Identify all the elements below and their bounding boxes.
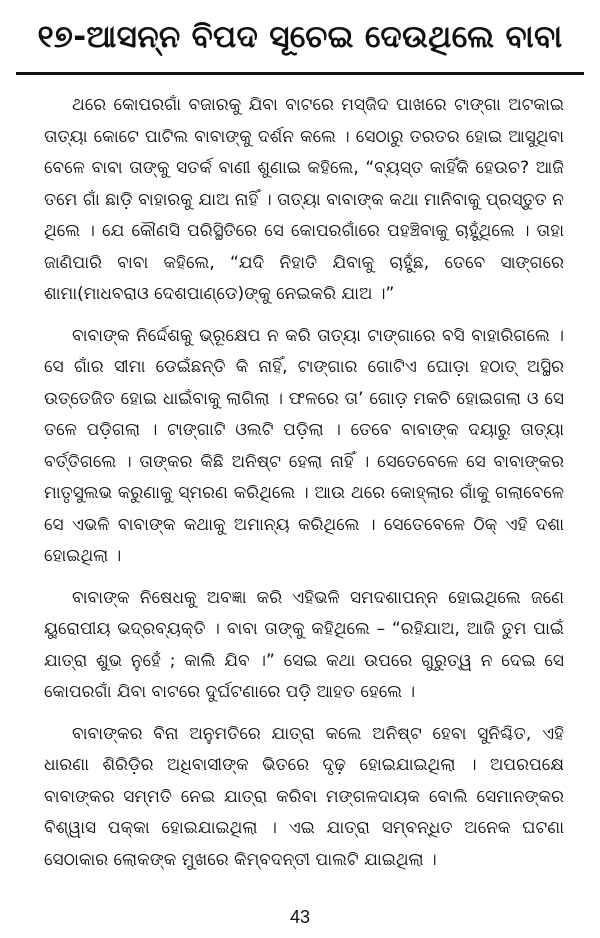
paragraph-3: ବାବାଙ୍କ ନିଷେଧକୁ ଅବଜ୍ଞା କରି ଏହିଭଳି ସମଦଶାପନ୍ନ ହୋଇଥିଲେ ଜଣେ ୟୁରୋପୀୟ ଭଦ୍ରବ୍ୟକ୍ତି । ବାବା ତାଙ୍କୁ କହିଥିଲେ – “ରହିଯାଅ, ଆଜି ତୁମ ପାଇଁ ଯାତ୍ରା ଶୁଭ ନୁହେଁ ; କାଲି ଯିବ ।” ସେଇ କଥା ଉପରେ ଗୁରୁତ୍ୱ ନ ଦେଇ ସେ କୋପରଗାଁ ଯିବା ବାଟରେ ଦୁର୍ଘଟଣାରେ ପଡ଼ି ଆହତ ହେଲେ । (44, 587, 564, 702)
paragraph-4: ବାବାଙ୍କର ବିନା ଅନୁମତିରେ ଯାତ୍ରା କଲେ ଅନିଷ୍ଟ ହେବା ସୁନିଶ୍ଚିତ, ଏହି ଧାରଣା ଶିରିଡ଼ିର ଅଧିବାସୀଙ୍କ ଭିତରେ ଦୃଢ଼ ହୋଇଯାଇଥିଲା । ଅପରପକ୍ଷେ ବାବାଙ୍କର ସମ୍ମତି ନେଇ ଯାତ୍ରା କରିବା ମଙ୍ଗଳଦାୟକ ବୋଲି ସେମାନଙ୍କର ବିଶ୍ୱାସ ପକ୍‌କା ହୋଇଯାଇଥିଲା । ଏଇ ଯାତ୍ରା ସମ୍ବନ୍ଧିତ ଅନେକ ଘଟଣା ସେଠାକାର ଲୋକଙ୍କ ମୁଖରେ କିମ୍ବଦନ୍ତୀ ପାଲଟି ଯାଇଥିଲା । (44, 723, 564, 870)
paragraph-2: ବାବାଙ୍କ ନିର୍ଦ୍ଦେଶକୁ ଭ୍ରୂକ୍ଷେପ ନ କରି ତାତ୍ୟା ଟାଙ୍ଗାରେ ବସି ବାହାରିଗଲେ । ସେ ଗାଁର ସୀମା ଡେଇଁଛନ୍ତି କି ନାହିଁ, ଟାଙ୍ଗାର ଗୋଟିଏ ଘୋଡ଼ା ହଠାତ୍ ଅସ୍ଥିର ଉତ୍ତେଜିତ ହୋଇ ଧାଇଁବାକୁ ଲାଗିଲା । ଫଳରେ ତା’ ଗୋଡ଼ ମକଚି ହୋଇଗଲା ଓ ସେ ତଳେ ପଡ଼ିଗଲା । ଟାଙ୍ଗାଟି ଓଲଟି ପଡ଼ିଲା । ତେବେ ବାବାଙ୍କ ଦୟାରୁ ତାତ୍ୟା ବର୍ତ୍ତିଗଲେ । ତାଙ୍କର କିଛି ଅନିଷ୍ଟ ହେଲା ନାହିଁ । ସେତେବେଳେ ସେ ବାବାଙ୍କର ମାତୃସୁଲଭ କରୁଣାକୁ ସ୍ମରଣ କରିଥିଲେ । ଆଉ ଥରେ କୋହ୍ଲାର ଗାଁକୁ ଗଲାବେଳେ ସେ ଏଭଳି ବାବାଙ୍କ କଥାକୁ ଅମାନ୍ୟ କରିଥିଲେ । ସେତେବେଳେ ଠିକ୍ ଏହି ଦଶା ହୋଇଥିଲା । (44, 325, 564, 566)
paragraph-1: ଥରେ କୋପରଗାଁ ବଜାରକୁ ଯିବା ବାଟରେ ମସ୍‌ଜିଦ ପାଖରେ ଟାଙ୍ଗା ଅଟକାଇ ତାତ୍ୟା କୋଟେ ପାଟିଲ ବାବାଙ୍କୁ ଦର୍ଶନ କଲେ । ସେଠାରୁ ତରତର ହୋଇ ଆସୁଥିବା ବେଳେ ବାବା ତାଙ୍କୁ ସତର୍କ ବାଣୀ ଶୁଣାଇ କହିଲେ, “ବ୍ୟସ୍ତ କାହିଁକି ହେଉଚ? ଆଜି ତମେ ଗାଁ ଛାଡ଼ି ବାହାରକୁ ଯାଅ ନାହିଁ । ତାତ୍ୟା ବାବାଙ୍କ କଥା ମାନିବାକୁ ପ୍ରସ୍ତୁତ ନ ଥିଲେ । ଯେ କୌଣସି ପରିସ୍ଥିତିରେ ସେ କୋପରଗାଁରେ ପହଞ୍ଚିବାକୁ ଚାହୁଁଥିଲେ । ତାହା ଜାଣିପାରି ବାବା କହିଲେ, “ଯଦି ନିହାତି ଯିବାକୁ ଚାହୁଁଛ, ତେବେ ସାଙ୍ଗରେ ଶାମା(ମାଧବରାଓ ଦେଶପାଣ୍ଡେ)ଙ୍କୁ ନେଇକରି ଯାଅ ।” (44, 95, 564, 304)
chapter-title: ୧୭-ଆସନ୍ନ ବିପଦ ସୂଚେଇ ଦେଉଥିଲେ ବାବା (37, 19, 563, 55)
page-number: 43 (289, 907, 311, 927)
body-text (44, 90, 564, 886)
title-underline (16, 72, 584, 75)
